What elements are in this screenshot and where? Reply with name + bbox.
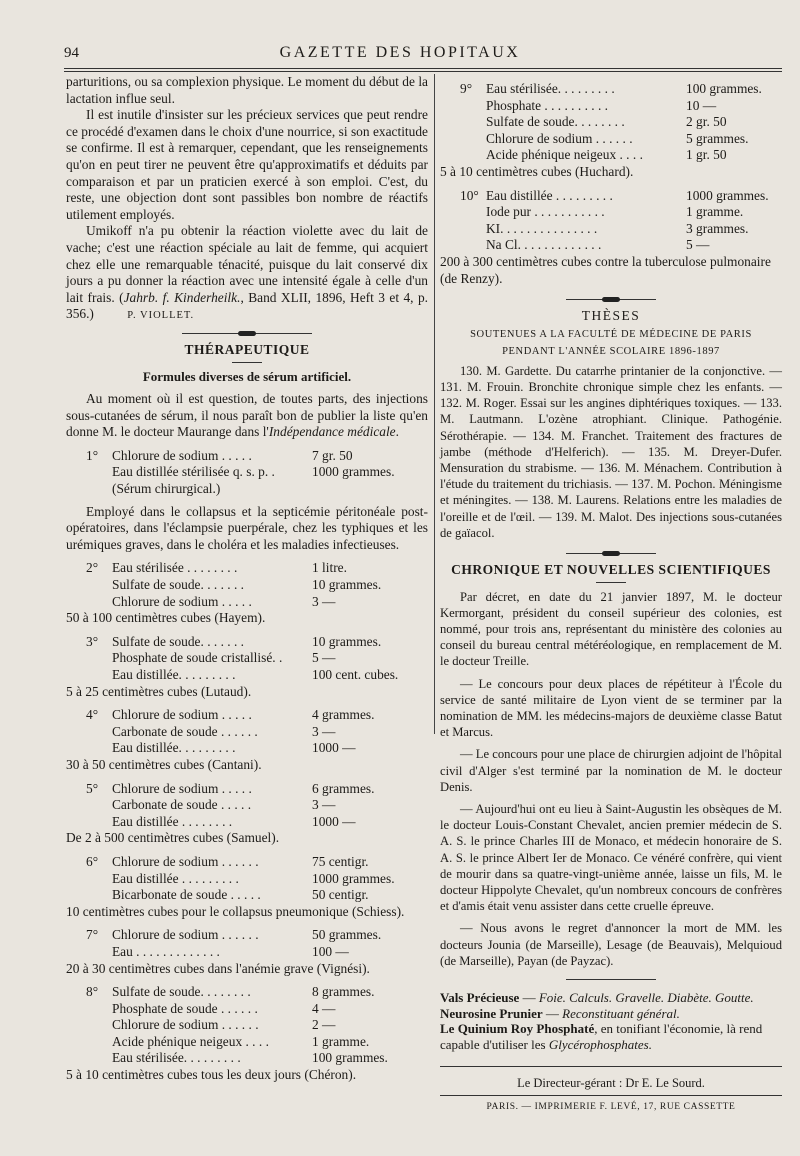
- formula-dosage: 20 à 30 centimètres cubes dans l'anémie grave (Vignési).: [66, 960, 370, 976]
- formula-dosage: 10 centimètres cubes pour le collapsus pneumonique (Schiess).: [66, 903, 405, 919]
- formula-row: [86, 984, 428, 1001]
- formula-ingredient: Chlorure de sodium . . . . .: [112, 447, 252, 463]
- formula-ingredient: Eau distillée. . . . . . . . .: [112, 740, 236, 756]
- formula-quantity: 5 —: [686, 237, 710, 253]
- formula-dosage: 5 à 10 centimètres cubes tous les deux jours (Chéron).: [66, 1067, 357, 1083]
- formula-ingredient: Eau . . . . . . . . . . . . .: [112, 943, 220, 959]
- formula-ingredient: Chlorure de sodium . . . . .: [112, 707, 252, 723]
- formula-dosage: 5 à 25 centimètres cubes (Lutaud).: [66, 683, 252, 699]
- column-divider: [434, 74, 435, 734]
- serum-intro-source: Indépendance médicale: [268, 424, 396, 440]
- formula-row: [86, 781, 428, 798]
- formula-ingredient: KI. . . . . . . . . . . . . . .: [486, 220, 598, 236]
- formula-ingredient: Sulfate de soude. . . . . . .: [112, 577, 245, 593]
- formula-number: 3°: [86, 633, 99, 649]
- formula-ingredient: Eau distillée . . . . . . . . .: [486, 187, 613, 203]
- page-number: 94: [64, 45, 79, 61]
- formula-row: [86, 1050, 428, 1067]
- formula-row: [460, 188, 782, 205]
- formula-block: [440, 81, 782, 181]
- formula-block: [66, 984, 428, 1084]
- formula-number: [460, 98, 486, 115]
- formula-quantity: 5 —: [312, 650, 336, 666]
- formula-number: [460, 237, 486, 254]
- formula-number: 4°: [86, 707, 99, 723]
- formula-number: [86, 887, 112, 904]
- formula-number: 7°: [86, 927, 99, 943]
- formula-number: [86, 1034, 112, 1051]
- formula-quantity: 2 gr. 50: [686, 114, 727, 130]
- formula-number: [86, 944, 112, 961]
- formula-quantity: 7 gr. 50: [312, 447, 353, 463]
- formula-quantity: 1 gramme.: [312, 1033, 370, 1049]
- author-signature: P. VIOLLET.: [127, 310, 195, 322]
- formula-row: [86, 871, 428, 888]
- ad-quinium: [440, 1021, 782, 1052]
- formula-ingredient: Sulfate de soude. . . . . . . .: [112, 984, 251, 1000]
- theses-title: THÈSES: [581, 308, 641, 324]
- formula-row: [86, 1001, 428, 1018]
- ad-separator: —: [542, 1005, 563, 1021]
- section-ornament: [182, 333, 312, 334]
- formula-row: [460, 98, 782, 115]
- formula-row: [460, 221, 782, 238]
- usage-paragraph: Employé dans le collapsus et la septicémie péritonéale post-opératoires, dans l'éclampsie puerpérale, chez les typhiques et les urémiques graves, dans le choléra et les maladies infectieuses.: [66, 503, 428, 552]
- formula-row: [86, 944, 428, 961]
- theses-list: 130. M. Gardette. Du catarrhe printanier de la conjonctive. — 131. M. Frouin. Bronchite chronique simple chez les enfants. — 132. M. Roger. Essai sur les angines diphtériques toxiques. — 133. M. Lautmann. L'ozène atrophiant. Clinique. Pathogénie. Sérothérapie. — 134. M. Franchet. Traitement des fractures de jambe (méthode d'Helferich). — 135. M. Dreyer-Dufer. Mensuration du strabisme. — 136. M. Ménachem. Contribution à l'étude du traitement du trichiasis. — 137. M. Pochon. Méningisme et méningites. — 138. M. Laurens. Relations entre les maladies de l'oreille et de l'œil. — 139. M. Malot. Des injections sous-cutanées de gaïacol.: [440, 363, 782, 540]
- formula-quantity: 100 cent. cubes.: [312, 667, 399, 682]
- theses-subtitle-1: SOUTENUES A LA FACULTÉ DE MÉDECINE DE PARIS: [470, 328, 752, 340]
- formula-row: [86, 740, 428, 757]
- ad-separator: ,: [594, 1021, 601, 1037]
- news-item: Par décret, en date du 21 janvier 1897, M. le docteur Kermorgant, président du conseil supérieur des colonies, est nommé, pour trois ans, représentant du ministère des colonies au conseil du bureau central météréologique, en remplacement de M. le docteur Treille.: [440, 589, 782, 669]
- formula-ingredient: Eau distillée stérilisée q. s. p. .: [112, 464, 275, 480]
- formula-number: 1°: [86, 447, 99, 463]
- left-column: [66, 74, 428, 1084]
- formula-quantity: 100 grammes.: [686, 81, 762, 96]
- formula-number: [86, 594, 112, 611]
- formula-number: [86, 577, 112, 594]
- formula-row: [86, 814, 428, 831]
- formula-row: [460, 204, 782, 221]
- formula-dosage: De 2 à 500 centimètres cubes (Samuel).: [66, 830, 280, 846]
- formula-ingredient: Na Cl. . . . . . . . . . . . .: [486, 237, 602, 253]
- formula-ingredient: Iode pur . . . . . . . . . . .: [486, 204, 605, 220]
- theses-subtitle-2: PENDANT L'ANNÉE SCOLAIRE 1896-1897: [502, 345, 720, 357]
- intro-paragraph-2: Il est inutile d'insister sur les précieux services que peut rendre ce procédé d'examen dans le choix d'une nourrice, si son exactitude se confirme. Il est à remarquer, cependant, que les renseignements qu'on en peut tirer ne peuvent être qu'approximatifs et déduits par comparaison et par un praticien exercé à son emploi. C'est, du reste, une objection dont sont passibles bon nombre de réactifs utilement employés.: [66, 107, 428, 222]
- formula-ingredient: Eau stérilisée. . . . . . . . .: [112, 1050, 241, 1066]
- formula-ingredient: Eau distillée. . . . . . . . .: [112, 667, 236, 682]
- intro-paragraph-3-text: Umikoff n'a pu obtenir la réaction violette avec du lait de vache; c'est une réaction spéciale au lait de femme, qui acquiert chez elle une remarquable ténacité, puisque du lait conservé dix jours a pu donner la réaction avec une intensité égale à celle d'un lait frais.: [66, 223, 428, 305]
- right-formula-list: [440, 81, 782, 287]
- ad-neurosine: [440, 1006, 782, 1022]
- formula-quantity: 50 centigr.: [312, 887, 369, 903]
- formula-quantity: 10 grammes.: [312, 633, 382, 649]
- formula-number: [86, 724, 112, 741]
- formula-ingredient: Eau stérilisée . . . . . . . .: [112, 560, 238, 576]
- section-title-therapeutique: THÉRAPEUTIQUE: [184, 341, 310, 357]
- ads-rule: [566, 979, 656, 980]
- footer-rule-2: [440, 1095, 782, 1096]
- formula-row: [86, 464, 428, 481]
- formula-quantity: 1000 grammes.: [686, 187, 769, 203]
- intro-paragraph-1: parturitions, ou sa complexion physique. Le moment du début de la lactation influe seul.: [66, 74, 428, 106]
- chronique-title: CHRONIQUE ET NOUVELLES SCIENTIFIQUES: [451, 561, 771, 577]
- formula-quantity: 1000 grammes.: [312, 464, 395, 480]
- formula-row: [86, 594, 428, 611]
- formula-number: 5°: [86, 780, 99, 796]
- formula-row: [86, 724, 428, 741]
- formula-quantity: 3 grammes.: [686, 220, 749, 236]
- chronique-ornament: [566, 553, 656, 554]
- formula-quantity: 1 litre.: [312, 560, 347, 576]
- formula-number: [86, 814, 112, 831]
- formula-row: [86, 887, 428, 904]
- reference-open: (: [119, 289, 124, 305]
- formula-quantity: 10 grammes.: [312, 577, 382, 593]
- formula-row: [86, 797, 428, 814]
- formula-row: [460, 237, 782, 254]
- formula-number: [86, 871, 112, 888]
- news-item: — Le concours pour une place de chirurgien adjoint de l'hôpital civil d'Alger s'est terminé par la nomination de M. le docteur Denis.: [440, 747, 782, 794]
- title-rule: [232, 362, 262, 363]
- formula-dosage: 200 à 300 centimètres cubes contre la tuberculose pulmonaire (de Renzy).: [440, 253, 771, 286]
- formula-row: [86, 650, 428, 667]
- formula-ingredient: Chlorure de sodium . . . . . .: [112, 927, 259, 943]
- serum-intro-end: .: [395, 424, 399, 440]
- theses-ornament: [566, 299, 656, 300]
- formula-number: 2°: [86, 560, 99, 576]
- formula-row: [86, 667, 428, 684]
- formula-quantity: 1 gramme.: [686, 204, 744, 220]
- formula-ingredient: Eau distillée . . . . . . . . .: [112, 870, 239, 886]
- formula-ingredient: Chlorure de sodium . . . . .: [112, 593, 252, 609]
- ad-description: Reconstituant général.: [562, 1005, 680, 1021]
- formula-quantity: 8 grammes.: [312, 984, 375, 1000]
- formula-block: [66, 781, 428, 847]
- right-column: [440, 74, 782, 1115]
- printer-credit: PARIS. — IMPRIMERIE F. LEVÉ, 17, RUE CASSETTE: [486, 1101, 736, 1112]
- formula-ingredient: Acide phénique neigeux . . . .: [486, 147, 643, 163]
- ad-name: Neurosine Prunier: [440, 1005, 543, 1021]
- formula-number: [86, 797, 112, 814]
- formula-row: [460, 147, 782, 164]
- formula-number: [460, 131, 486, 148]
- formula-quantity: 1000 —: [312, 813, 356, 829]
- formula-number: [86, 464, 112, 481]
- formula-block: [66, 560, 428, 626]
- formula-ingredient: Phosphate de soude . . . . . .: [112, 1000, 258, 1016]
- formula-ingredient: Bicarbonate de soude . . . . .: [112, 887, 261, 903]
- formula-row: [460, 114, 782, 131]
- formula-row: [460, 131, 782, 148]
- ad-description-plain: en tonifiant l'économie, là rend capable d'utiliser les: [440, 1021, 763, 1052]
- formula-row: [86, 1017, 428, 1034]
- formula-ingredient: Phosphate . . . . . . . . . .: [486, 97, 608, 113]
- formula-quantity: 100 grammes.: [312, 1050, 388, 1066]
- ad-name: Vals Précieuse: [440, 990, 520, 1006]
- formula-quantity: 3 —: [312, 593, 336, 609]
- formula-quantity: 3 —: [312, 723, 336, 739]
- header-rule-2: [64, 71, 782, 72]
- reference-journal: Jahrb. f. Kinderheilk.: [123, 289, 241, 305]
- formula-row: [86, 927, 428, 944]
- advertisements: [440, 990, 782, 1052]
- formula-number: [460, 221, 486, 238]
- serum-intro-paragraph: [66, 391, 428, 441]
- formula-row: [86, 634, 428, 651]
- left-formula-list: [66, 560, 428, 1083]
- serum-intro-text: Au moment où il est question, de toutes parts, des injections sous-cutanées de sérum, il nous paraît bon de publier la liste qu'en donne M. le docteur Maurange dans l': [66, 391, 428, 440]
- formula-number: [460, 114, 486, 131]
- formula-number: 6°: [86, 853, 99, 869]
- formula-row: [86, 560, 428, 577]
- formula-block: [440, 188, 782, 288]
- formula-quantity: 1000 grammes.: [312, 870, 395, 886]
- formula-number: [460, 204, 486, 221]
- formula-number: 10°: [460, 187, 479, 203]
- ad-description: Foie. Calculs. Gravelle. Diabète. Goutte.: [538, 990, 754, 1006]
- formula-ingredient: Sulfate de soude. . . . . . . .: [486, 114, 625, 130]
- formula-ingredient: Carbonate de soude . . . . .: [112, 797, 252, 813]
- ad-description: Glycérophosphates.: [548, 1036, 652, 1052]
- formula-ingredient: Acide phénique neigeux . . . .: [112, 1033, 269, 1049]
- formula-dosage: 50 à 100 centimètres cubes (Hayem).: [66, 610, 266, 626]
- formula-row: [86, 577, 428, 594]
- formula-quantity: 1000 —: [312, 740, 356, 756]
- formula-quantity: 50 grammes.: [312, 927, 382, 943]
- intro-paragraph-3: [66, 223, 428, 325]
- formula-number: [86, 1001, 112, 1018]
- formula-row: [86, 1034, 428, 1051]
- formula-number: [86, 667, 112, 684]
- formula-number: 9°: [460, 81, 473, 96]
- footer-rule: [440, 1066, 782, 1067]
- formula-number: [86, 650, 112, 667]
- formula-block: [66, 707, 428, 773]
- reference-rest: , Band XLII, 1896, Heft 3 et 4, p. 356.): [66, 289, 428, 322]
- formula-ingredient: Chlorure de sodium . . . . . .: [112, 1017, 259, 1033]
- formula-1: [86, 448, 428, 498]
- formula-quantity: 2 —: [312, 1017, 336, 1033]
- formula-number: 8°: [86, 984, 99, 1000]
- formula-ingredient: Chlorure de sodium . . . . .: [112, 780, 252, 796]
- ad-separator: —: [519, 990, 539, 1006]
- chronique-news: [440, 589, 782, 969]
- formula-block: [66, 927, 428, 977]
- formula-block: [66, 634, 428, 700]
- chronique-title-rule: [596, 582, 626, 583]
- formula-quantity: 3 —: [312, 797, 336, 813]
- formula-number: [86, 1017, 112, 1034]
- director-credit: Le Directeur-gérant : Dr E. Le Sourd.: [517, 1076, 705, 1091]
- formula-number: [86, 740, 112, 757]
- formula-ingredient: Sulfate de soude. . . . . . .: [112, 633, 245, 649]
- news-item: — Le concours pour deux places de répétiteur à l'École du service de santé militaire de Lyon vient de se terminer par la nomination de MM. les médecins-majors de deuxième classe Batut et Marcus.: [440, 676, 782, 740]
- formula-quantity: 6 grammes.: [312, 780, 375, 796]
- formula-quantity: 1 gr. 50: [686, 147, 727, 163]
- formula-ingredient: Eau stérilisée. . . . . . . . .: [486, 81, 615, 96]
- formula-row: [86, 707, 428, 724]
- formula-quantity: 10 —: [686, 97, 717, 113]
- formula-dosage: 5 à 10 centimètres cubes (Huchard).: [440, 163, 634, 179]
- section-subtitle: Formules diverses de sérum artificiel.: [142, 368, 352, 384]
- ad-name: Le Quinium Roy Phosphaté: [440, 1021, 595, 1037]
- formula-ingredient: Chlorure de sodium . . . . . .: [112, 853, 259, 869]
- page-header: [0, 0, 800, 70]
- formula-number: [86, 1050, 112, 1067]
- formula-row: [460, 81, 782, 98]
- header-rule: [64, 68, 782, 69]
- news-item: — Nous avons le regret d'annoncer la mort de MM. les docteurs Jounia (de Marseille), Lesage (de Beauvais), Melquioud (de Marseille), Payan (de Payzac).: [440, 921, 782, 968]
- ad-vals: [440, 990, 782, 1006]
- formula-quantity: 100 —: [312, 943, 349, 959]
- formula-block: [66, 854, 428, 920]
- formula-quantity: 4 grammes.: [312, 707, 375, 723]
- formula-ingredient: Carbonate de soude . . . . . .: [112, 723, 258, 739]
- formula-dosage: 30 à 50 centimètres cubes (Cantani).: [66, 756, 262, 772]
- news-item: — Aujourd'hui ont eu lieu à Saint-Augustin les obsèques de M. le docteur Louis-Constant Chevalet, ancien premier médecin de S. A. S. le prince Charles III de Monaco, et médecin honoraire de S. A. S. le prince Albert Ier de Monaco. Ce vénéré confrère, qui vient de mourir dans sa quatre-vingt-unième année, laisse un fils, M. le docteur Hippolyte Chevalet, qu'un nombreux concours de confrères et d'amis était venu assister dans cette cruelle épreuve.: [440, 801, 782, 914]
- formula-quantity: 5 grammes.: [686, 130, 749, 146]
- formula-ingredient: Phosphate de soude cristallisé. .: [112, 650, 283, 666]
- journal-title: GAZETTE DES HOPITAUX: [279, 44, 521, 61]
- formula-note: (Sérum chirurgical.): [112, 481, 221, 497]
- formula-ingredient: Eau distillée . . . . . . . .: [112, 813, 233, 829]
- formula-row: [86, 448, 428, 465]
- formula-number: [460, 147, 486, 164]
- formula-row: [86, 854, 428, 871]
- formula-ingredient: Chlorure de sodium . . . . . .: [486, 130, 633, 146]
- formula-quantity: 75 centigr.: [312, 853, 369, 869]
- formula-quantity: 4 —: [312, 1000, 336, 1016]
